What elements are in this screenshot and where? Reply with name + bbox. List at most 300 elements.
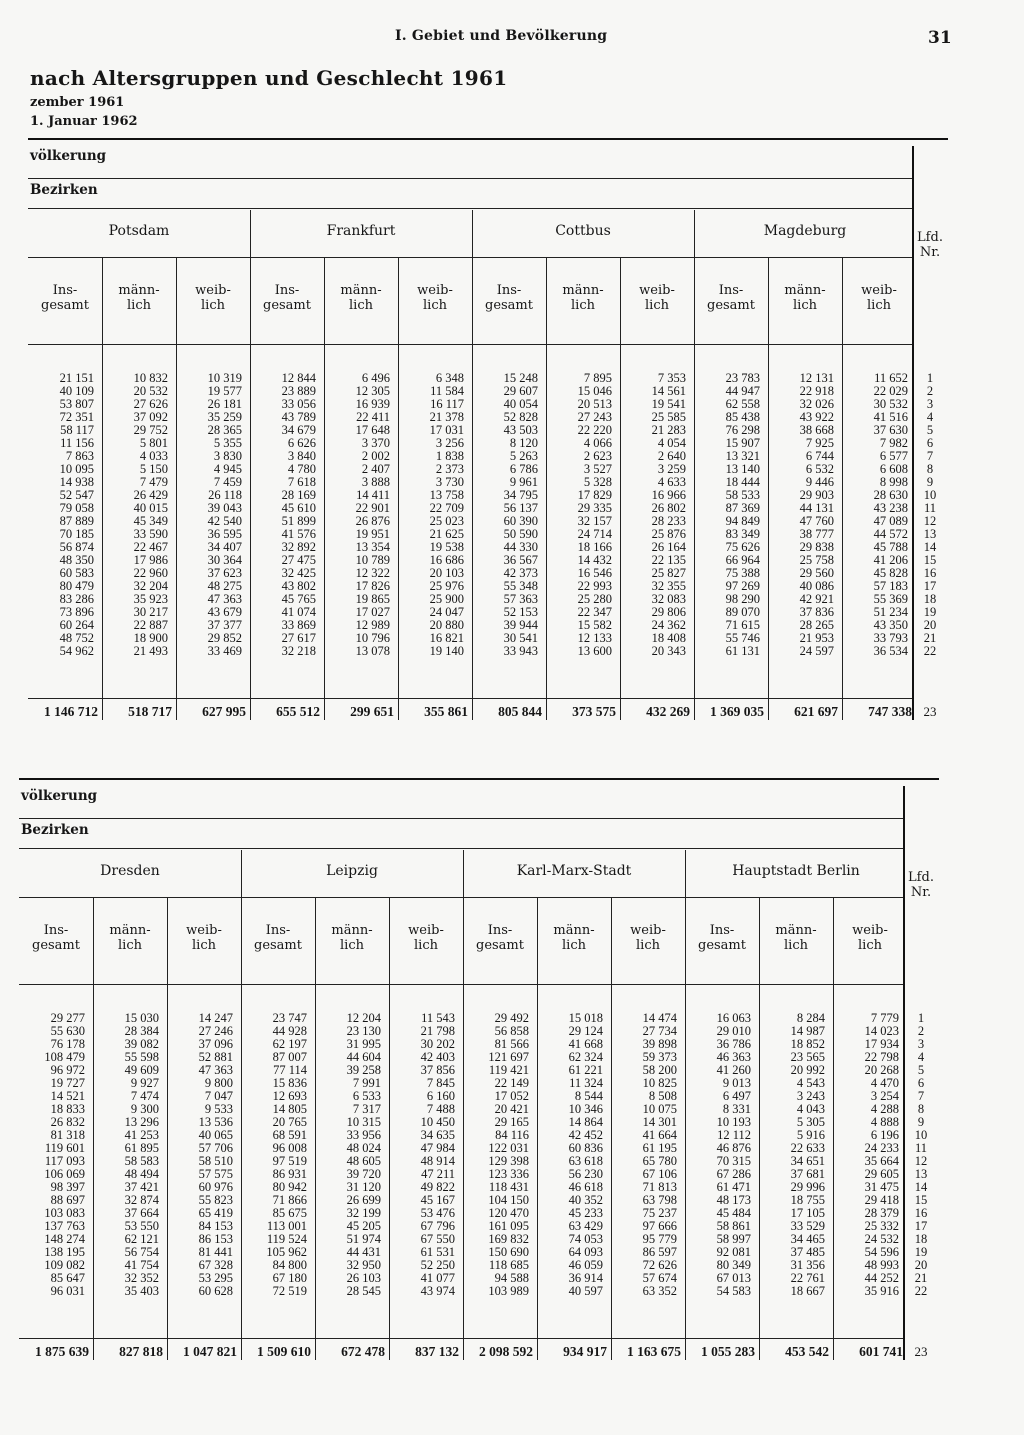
table-cell: 33 943 xyxy=(503,644,538,658)
table-cell: 56 754 xyxy=(124,1245,159,1259)
region-name-magdeburg: Magdeburg xyxy=(763,223,847,239)
table-cell: 10 796 xyxy=(355,631,390,645)
lfd-nr: 12 xyxy=(914,1154,928,1168)
lfd-nr-header-line: Nr. xyxy=(910,885,932,900)
lfd-nr: 6 xyxy=(926,436,934,450)
table-cell: 37 856 xyxy=(420,1063,455,1077)
table-cell: 39 720 xyxy=(346,1167,381,1181)
table-cell: 67 013 xyxy=(716,1271,751,1285)
value-column-maennlich xyxy=(93,1012,159,1298)
table-cell: 86 931 xyxy=(272,1167,307,1181)
table-cell: 85 675 xyxy=(272,1206,307,1220)
table-cell: 14 805 xyxy=(272,1102,307,1116)
table-cell: 3 370 xyxy=(361,436,390,450)
value-column-weiblich xyxy=(398,372,464,658)
lfd-nr-header-line: Lfd. xyxy=(917,230,943,245)
table-cell: 57 706 xyxy=(198,1141,233,1155)
table-cell: 119 524 xyxy=(266,1232,307,1246)
table-cell: 6 533 xyxy=(352,1089,381,1103)
column-header-line: weib- xyxy=(417,283,453,298)
table-cell: 10 832 xyxy=(133,371,168,385)
lfd-nr: 2 xyxy=(926,384,934,398)
table-cell: 87 007 xyxy=(272,1050,307,1064)
table-cell: 7 779 xyxy=(870,1011,899,1025)
table-cell: 37 836 xyxy=(799,605,834,619)
table-cell: 37 485 xyxy=(790,1245,825,1259)
table-cell: 38 777 xyxy=(799,527,834,541)
table-cell: 11 324 xyxy=(569,1076,603,1090)
population-table-bottom xyxy=(19,778,936,1360)
table-cell: 11 543 xyxy=(421,1011,455,1025)
table-cell: 21 283 xyxy=(651,423,686,437)
table-cell: 84 153 xyxy=(198,1219,233,1233)
table-cell: 10 193 xyxy=(716,1115,751,1129)
table-cell: 169 832 xyxy=(488,1232,529,1246)
lfd-nr: 4 xyxy=(917,1050,925,1064)
table-cell: 36 595 xyxy=(207,527,242,541)
table-cell: 46 363 xyxy=(716,1050,751,1064)
table-cell: 14 938 xyxy=(59,475,94,489)
table-cell: 30 541 xyxy=(503,631,538,645)
lfd-nr: 22 xyxy=(923,644,937,658)
table-cell: 8 998 xyxy=(879,475,908,489)
table-cell: 20 343 xyxy=(651,644,686,658)
table-cell: 60 390 xyxy=(503,514,538,528)
column-header-insgesamt xyxy=(463,923,537,953)
table-cell: 22 709 xyxy=(429,501,464,515)
value-column-maennlich xyxy=(537,1012,603,1298)
total-cell-insgesamt: 655 512 xyxy=(276,704,320,719)
table-cell: 2 002 xyxy=(361,449,390,463)
table-cell: 104 150 xyxy=(488,1193,529,1207)
table-cell: 81 318 xyxy=(50,1128,85,1142)
table-cell: 55 598 xyxy=(124,1050,159,1064)
lfd-nr: 13 xyxy=(914,1167,928,1181)
table-cell: 45 828 xyxy=(873,566,908,580)
table-cell: 4 288 xyxy=(870,1102,899,1116)
table-cell: 15 907 xyxy=(725,436,760,450)
table-cell: 6 196 xyxy=(870,1128,899,1142)
table-cell: 6 497 xyxy=(722,1089,751,1103)
column-header-line: lich xyxy=(793,298,817,313)
value-column-maennlich xyxy=(102,372,168,658)
table-cell: 3 840 xyxy=(287,449,316,463)
table-cell: 26 876 xyxy=(355,514,390,528)
lfd-nr: 18 xyxy=(923,592,937,606)
table-cell: 17 031 xyxy=(429,423,464,437)
table-cell: 29 335 xyxy=(577,501,612,515)
table-cell: 76 178 xyxy=(50,1037,85,1051)
table-cell: 35 259 xyxy=(207,410,242,424)
lfd-nr: 5 xyxy=(917,1063,925,1077)
lfd-nr: 17 xyxy=(923,579,937,593)
table-cell: 52 828 xyxy=(503,410,538,424)
table-cell: 36 786 xyxy=(716,1037,751,1051)
table-cell: 32 425 xyxy=(281,566,316,580)
region-name-potsdam: Potsdam xyxy=(108,223,170,239)
table-cell: 48 752 xyxy=(59,631,94,645)
column-header-line: männ- xyxy=(118,283,160,298)
table-cell: 75 237 xyxy=(642,1206,677,1220)
table-cell: 67 180 xyxy=(272,1271,307,1285)
running-head: I. Gebiet und Bevölkerung xyxy=(395,28,608,44)
lfd-nr: 20 xyxy=(914,1258,928,1272)
lfd-nr-total: 23 xyxy=(914,1344,928,1359)
page-number: 31 xyxy=(928,28,952,48)
lfd-nr: 15 xyxy=(923,553,937,567)
table-cell: 15 836 xyxy=(272,1076,307,1090)
table-cell: 18 833 xyxy=(50,1102,85,1116)
table-cell: 4 780 xyxy=(287,462,316,476)
table-cell: 84 800 xyxy=(272,1258,307,1272)
table-cell: 26 181 xyxy=(207,397,242,411)
value-column-maennlich xyxy=(315,1012,381,1298)
column-header-line: lich xyxy=(858,938,882,953)
table-cell: 13 140 xyxy=(725,462,760,476)
table-cell: 5 801 xyxy=(139,436,168,450)
table-cell: 32 950 xyxy=(346,1258,381,1272)
value-column-insgesamt xyxy=(241,1012,307,1298)
table-cell: 43 350 xyxy=(873,618,908,632)
table-cell: 113 001 xyxy=(266,1219,307,1233)
table-cell: 9 013 xyxy=(722,1076,751,1090)
column-header-line: Ins- xyxy=(709,923,735,938)
table-cell: 7 982 xyxy=(879,436,908,450)
table-label-bezirken: Bezirken xyxy=(21,822,89,838)
lfd-nr: 3 xyxy=(926,397,934,411)
table-cell: 29 492 xyxy=(494,1011,529,1025)
total-cell-weiblich: 747 338 xyxy=(868,704,912,719)
table-cell: 29 124 xyxy=(568,1024,603,1038)
table-cell: 25 280 xyxy=(577,592,612,606)
table-cell: 70 315 xyxy=(716,1154,751,1168)
table-cell: 41 754 xyxy=(124,1258,159,1272)
table-cell: 67 106 xyxy=(642,1167,677,1181)
table-cell: 47 363 xyxy=(198,1063,233,1077)
table-cell: 150 690 xyxy=(488,1245,529,1259)
table-cell: 129 398 xyxy=(488,1154,529,1168)
table-cell: 96 008 xyxy=(272,1141,307,1155)
table-cell: 21 151 xyxy=(59,371,94,385)
table-cell: 105 962 xyxy=(266,1245,307,1259)
table-cell: 56 858 xyxy=(494,1024,529,1038)
table-cell: 52 250 xyxy=(420,1258,455,1272)
value-column-insgesamt xyxy=(694,372,760,658)
table-cell: 3 259 xyxy=(657,462,686,476)
table-cell: 43 802 xyxy=(281,579,316,593)
lfd-nr: 14 xyxy=(914,1180,928,1194)
total-cell-insgesamt: 805 844 xyxy=(498,704,542,719)
column-header-weiblich xyxy=(176,283,250,313)
table-cell: 5 305 xyxy=(796,1115,825,1129)
table-cell: 43 238 xyxy=(873,501,908,515)
table-cell: 7 845 xyxy=(426,1076,455,1090)
column-header-weiblich xyxy=(167,923,241,953)
table-cell: 8 284 xyxy=(796,1011,825,1025)
table-cell: 36 914 xyxy=(568,1271,603,1285)
region-name-dresden: Dresden xyxy=(100,863,160,879)
total-cell-insgesamt: 1 369 035 xyxy=(710,704,764,719)
column-header-line: lich xyxy=(645,298,669,313)
table-cell: 31 120 xyxy=(346,1180,381,1194)
table-cell: 53 550 xyxy=(124,1219,159,1233)
table-cell: 18 667 xyxy=(790,1284,825,1298)
table-cell: 22 798 xyxy=(864,1050,899,1064)
value-column-maennlich xyxy=(759,1012,825,1298)
table-cell: 8 544 xyxy=(574,1089,603,1103)
table-cell: 48 605 xyxy=(346,1154,381,1168)
total-cell-insgesamt: 1 509 610 xyxy=(257,1344,311,1359)
table-cell: 31 356 xyxy=(790,1258,825,1272)
table-cell: 5 263 xyxy=(509,449,538,463)
table-cell: 27 246 xyxy=(198,1024,233,1038)
column-header-line: männ- xyxy=(340,283,382,298)
table-cell: 35 923 xyxy=(133,592,168,606)
table-cell: 61 221 xyxy=(568,1063,603,1077)
table-cell: 74 053 xyxy=(568,1232,603,1246)
table-cell: 64 093 xyxy=(568,1245,603,1259)
table-cell: 59 373 xyxy=(642,1050,677,1064)
table-cell: 20 532 xyxy=(133,384,168,398)
table-cell: 16 117 xyxy=(430,397,464,411)
table-cell: 73 896 xyxy=(59,605,94,619)
table-cell: 75 388 xyxy=(725,566,760,580)
table-cell: 21 493 xyxy=(133,644,168,658)
table-cell: 15 018 xyxy=(568,1011,603,1025)
table-cell: 148 274 xyxy=(44,1232,85,1246)
table-cell: 34 407 xyxy=(207,540,242,554)
value-column-insgesamt xyxy=(250,372,316,658)
table-cell: 55 630 xyxy=(50,1024,85,1038)
table-cell: 27 626 xyxy=(133,397,168,411)
table-cell: 13 296 xyxy=(124,1115,159,1129)
table-cell: 40 065 xyxy=(198,1128,233,1142)
table-cell: 4 033 xyxy=(139,449,168,463)
lfd-nr: 6 xyxy=(917,1076,925,1090)
table-cell: 55 823 xyxy=(198,1193,233,1207)
page-title: nach Altersgruppen und Geschlecht 1961 xyxy=(30,66,508,90)
total-cell-maennlich: 453 542 xyxy=(785,1344,829,1359)
table-cell: 27 475 xyxy=(281,553,316,567)
table-cell: 39 258 xyxy=(346,1063,381,1077)
table-cell: 22 901 xyxy=(355,501,390,515)
table-cell: 48 024 xyxy=(346,1141,381,1155)
table-cell: 67 796 xyxy=(420,1219,455,1233)
lfd-nr-column xyxy=(903,1012,939,1298)
table-cell: 7 317 xyxy=(352,1102,381,1116)
lfd-nr: 22 xyxy=(914,1284,928,1298)
table-cell: 57 674 xyxy=(642,1271,677,1285)
column-header-maennlich xyxy=(546,283,620,313)
table-cell: 9 300 xyxy=(130,1102,159,1116)
table-cell: 20 421 xyxy=(494,1102,529,1116)
table-cell: 37 096 xyxy=(198,1037,233,1051)
column-header-maennlich xyxy=(768,283,842,313)
table-cell: 49 609 xyxy=(124,1063,159,1077)
total-cell-weiblich: 1 047 821 xyxy=(183,1344,237,1359)
total-cell-maennlich: 373 575 xyxy=(572,704,616,719)
table-cell: 123 336 xyxy=(488,1167,529,1181)
table-cell: 40 352 xyxy=(568,1193,603,1207)
table-cell: 68 591 xyxy=(272,1128,307,1142)
table-cell: 17 052 xyxy=(494,1089,529,1103)
table-cell: 41 668 xyxy=(568,1037,603,1051)
table-cell: 42 452 xyxy=(568,1128,603,1142)
table-cell: 34 679 xyxy=(281,423,316,437)
table-cell: 28 384 xyxy=(124,1024,159,1038)
table-cell: 30 532 xyxy=(873,397,908,411)
table-cell: 47 211 xyxy=(421,1167,455,1181)
table-cell: 13 600 xyxy=(577,644,612,658)
table-cell: 20 513 xyxy=(577,397,612,411)
table-cell: 18 166 xyxy=(577,540,612,554)
table-cell: 28 379 xyxy=(864,1206,899,1220)
table-cell: 60 976 xyxy=(198,1180,233,1194)
lfd-nr: 13 xyxy=(923,527,937,541)
table-cell: 19 577 xyxy=(207,384,242,398)
table-cell: 41 516 xyxy=(873,410,908,424)
table-cell: 11 156 xyxy=(60,436,94,450)
table-cell: 44 604 xyxy=(346,1050,381,1064)
table-cell: 33 469 xyxy=(207,644,242,658)
table-cell: 3 243 xyxy=(796,1089,825,1103)
table-cell: 45 610 xyxy=(281,501,316,515)
table-cell: 66 964 xyxy=(725,553,760,567)
column-header-line: gesamt xyxy=(254,938,302,953)
table-cell: 96 972 xyxy=(50,1063,85,1077)
table-cell: 14 411 xyxy=(356,488,390,502)
table-cell: 6 744 xyxy=(805,449,834,463)
total-cell-weiblich: 837 132 xyxy=(415,1344,459,1359)
table-cell: 8 331 xyxy=(722,1102,751,1116)
column-header-line: lich xyxy=(562,938,586,953)
table-cell: 17 826 xyxy=(355,579,390,593)
column-header-line: gesamt xyxy=(32,938,80,953)
table-cell: 71 813 xyxy=(642,1180,677,1194)
total-cell-insgesamt: 2 098 592 xyxy=(479,1344,533,1359)
table-cell: 137 763 xyxy=(44,1219,85,1233)
table-cell: 61 895 xyxy=(124,1141,159,1155)
table-cell: 4 043 xyxy=(796,1102,825,1116)
table-cell: 11 584 xyxy=(430,384,464,398)
table-cell: 19 865 xyxy=(355,592,390,606)
table-cell: 7 488 xyxy=(426,1102,455,1116)
table-cell: 48 275 xyxy=(207,579,242,593)
column-header-line: gesamt xyxy=(41,298,89,313)
table-rule xyxy=(19,848,903,849)
column-header-insgesamt xyxy=(694,283,768,313)
table-rule xyxy=(19,1338,903,1339)
region-name-leipzig: Leipzig xyxy=(326,863,378,879)
table-cell: 48 350 xyxy=(59,553,94,567)
table-cell: 61 195 xyxy=(642,1141,677,1155)
table-cell: 27 734 xyxy=(642,1024,677,1038)
table-cell: 10 095 xyxy=(59,462,94,476)
table-cell: 29 806 xyxy=(651,605,686,619)
subtitle-line-2: 1. Januar 1962 xyxy=(30,114,138,129)
table-cell: 35 403 xyxy=(124,1284,159,1298)
lfd-nr: 10 xyxy=(923,488,937,502)
table-cell: 58 583 xyxy=(124,1154,159,1168)
table-cell: 22 761 xyxy=(790,1271,825,1285)
table-cell: 14 987 xyxy=(790,1024,825,1038)
column-header-line: weib- xyxy=(639,283,675,298)
column-header-line: lich xyxy=(636,938,660,953)
table-cell: 11 652 xyxy=(874,371,908,385)
table-cell: 6 608 xyxy=(879,462,908,476)
table-cell: 24 714 xyxy=(577,527,612,541)
table-cell: 9 961 xyxy=(509,475,538,489)
table-cell: 17 105 xyxy=(790,1206,825,1220)
column-header-line: Ins- xyxy=(496,283,522,298)
total-cell-weiblich: 432 269 xyxy=(646,704,690,719)
lfd-nr: 16 xyxy=(923,566,937,580)
table-cell: 39 944 xyxy=(503,618,538,632)
lfd-nr: 8 xyxy=(917,1102,925,1116)
table-cell: 30 202 xyxy=(420,1037,455,1051)
table-cell: 8 508 xyxy=(648,1089,677,1103)
table-cell: 83 349 xyxy=(725,527,760,541)
column-header-weiblich xyxy=(389,923,463,953)
value-column-maennlich xyxy=(768,372,834,658)
population-table-top xyxy=(28,138,948,720)
table-cell: 7 618 xyxy=(287,475,316,489)
table-cell: 47 089 xyxy=(873,514,908,528)
table-cell: 65 780 xyxy=(642,1154,677,1168)
table-cell: 28 233 xyxy=(651,514,686,528)
table-cell: 29 010 xyxy=(716,1024,751,1038)
table-cell: 81 566 xyxy=(494,1037,529,1051)
table-rule xyxy=(28,208,912,209)
table-cell: 58 200 xyxy=(642,1063,677,1077)
table-cell: 5 355 xyxy=(213,436,242,450)
lfd-nr: 20 xyxy=(923,618,937,632)
table-cell: 44 572 xyxy=(873,527,908,541)
table-cell: 12 844 xyxy=(281,371,316,385)
table-cell: 25 023 xyxy=(429,514,464,528)
table-cell: 57 363 xyxy=(503,592,538,606)
table-cell: 56 874 xyxy=(59,540,94,554)
table-cell: 10 346 xyxy=(568,1102,603,1116)
value-column-weiblich xyxy=(842,372,908,658)
lfd-nr: 5 xyxy=(926,423,934,437)
table-cell: 67 328 xyxy=(198,1258,233,1272)
lfd-nr: 18 xyxy=(914,1232,928,1246)
table-cell: 6 348 xyxy=(435,371,464,385)
lfd-nr-header xyxy=(912,230,948,260)
total-cell-insgesamt: 1 146 712 xyxy=(44,704,98,719)
table-cell: 17 027 xyxy=(355,605,390,619)
table-cell: 12 131 xyxy=(799,371,834,385)
table-cell: 44 947 xyxy=(725,384,760,398)
table-cell: 39 043 xyxy=(207,501,242,515)
column-header-line: männ- xyxy=(775,923,817,938)
table-cell: 12 204 xyxy=(346,1011,381,1025)
column-header-line: Ins- xyxy=(718,283,744,298)
table-cell: 16 063 xyxy=(716,1011,751,1025)
column-header-weiblich xyxy=(833,923,907,953)
table-cell: 15 582 xyxy=(577,618,612,632)
table-cell: 45 205 xyxy=(346,1219,381,1233)
table-cell: 86 597 xyxy=(642,1245,677,1259)
table-cell: 45 765 xyxy=(281,592,316,606)
table-cell: 7 863 xyxy=(65,449,94,463)
table-cell: 14 561 xyxy=(651,384,686,398)
table-cell: 60 264 xyxy=(59,618,94,632)
table-cell: 29 903 xyxy=(799,488,834,502)
table-cell: 12 693 xyxy=(272,1089,307,1103)
table-cell: 40 086 xyxy=(799,579,834,593)
